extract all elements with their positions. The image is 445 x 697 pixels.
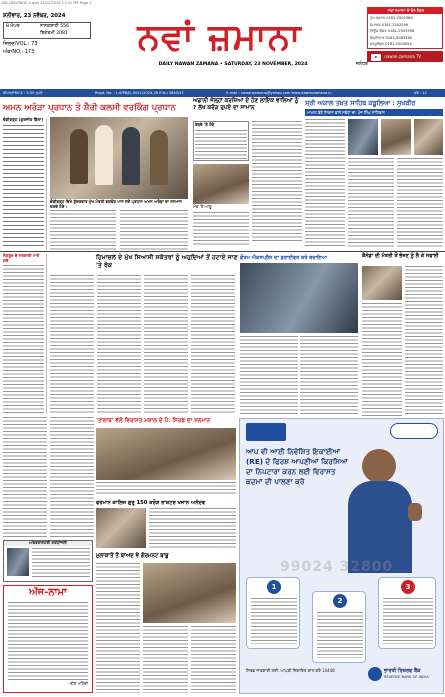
right-photo-3 bbox=[414, 119, 443, 155]
mid-body-2 bbox=[193, 212, 249, 247]
bikrami: ਬਿਕਰਮੀ 2081 bbox=[40, 31, 68, 36]
print-slug: ND-GEN-PAGE-1.qxd 11/22/2024 11:51 PM Page 1 bbox=[2, 1, 92, 5]
meeting-body-2 bbox=[143, 626, 188, 693]
third-headline-2: ਫਰਮਾਨ ਕਾਲਿਜ ਗੁਰੂ 150 ਕਰੋੜ ਰਾਸ਼ਟਰ ਖਜਾਨ ਅਨੰਦਵ bbox=[96, 500, 206, 506]
contact-title: 'ਨਵਾਂ ਜ਼ਮਾਨਾ' ਦੇ ਫੋਨ ਨੰਬਰ bbox=[368, 8, 443, 14]
lead-photo bbox=[50, 117, 188, 199]
step-2: 2 bbox=[333, 594, 347, 608]
aj-nama-sign: -ਤੀਸ਼ ਮਹਿੰਦੀ bbox=[68, 681, 88, 686]
third-caption bbox=[96, 482, 236, 496]
contact-line: ਮੁੱਖ ਦਫ਼ਤਰ 0181-2502589 bbox=[370, 16, 413, 20]
meeting-body-1 bbox=[96, 563, 140, 693]
meeting-headline: ਮੁਲਾਕਾਤੋਂ ਤੋਂ ਬਾਅਦ ਵੇਂ ਗੋਰਮਨਟ ਬਾਬੂ bbox=[96, 553, 169, 559]
second-body-1 bbox=[50, 275, 94, 415]
rule bbox=[0, 251, 445, 252]
aj-nama-title: ਅੱਜ-ਨਾਮਾ bbox=[29, 587, 67, 598]
tv-label: nawan zamana TV bbox=[384, 54, 422, 59]
ad-headline: ਆਪ ਵੀ ਆਈ ਨਿਵੇਸ਼ਿਤ ਇਕਾਈਆਂ (RE) ਦੇ ਫਿਰਸ਼ ਆਪਣੀਆਂ ਕਿਰਸਿਆਂ ਦਾ ਨਿਪਟਾਰਾ ਕਰਨ ਲਈ ਵਿਰਾਸਤ ਕਦਮਾਂ ਦੀ ਪਾਲਣਾ ਕਰੋ bbox=[246, 447, 348, 486]
thumbs-up-icon bbox=[408, 503, 422, 521]
train-body-2 bbox=[300, 336, 358, 416]
aj-nama-verse bbox=[8, 602, 88, 680]
email: E-mail : nawanzamana@yahoo.com www.nawanzamana.in bbox=[226, 91, 332, 95]
meeting-photo bbox=[143, 563, 236, 623]
masthead bbox=[0, 6, 445, 82]
canada-body-1 bbox=[405, 266, 443, 416]
step-3: 3 bbox=[401, 580, 415, 594]
third-photo bbox=[96, 428, 236, 480]
lead-body-3 bbox=[120, 210, 188, 250]
right-body-3 bbox=[397, 158, 443, 247]
lead-body-2 bbox=[50, 210, 116, 250]
rbi-name: ਭਾਰਤੀ ਰਿਜ਼ਰਵ ਬੈਂਕ bbox=[384, 668, 421, 674]
train-photo bbox=[240, 263, 358, 333]
lead-text-col bbox=[3, 118, 47, 250]
mid-body bbox=[252, 121, 302, 241]
dateline: DAILY NAWAN ZAMANA • SATURDAY, 23 NOVEMBER, 2024 bbox=[158, 62, 308, 67]
canada-photo bbox=[362, 266, 402, 300]
ad-steps bbox=[246, 577, 436, 665]
info-strip bbox=[0, 89, 445, 97]
watermark: 99024 32800 bbox=[280, 559, 394, 575]
mid-photo-caption: ਮੰਚ 'ਤੇ ਆਗੂ bbox=[193, 204, 212, 209]
contact-line: ਨਿਊਜ਼ ਡੈਸਕ 0181-2503398 bbox=[370, 29, 415, 34]
right-subhead: ਮਾਮਲਾ ਡੇਰੇ ਸਿਰਸਾ ਵਾਲੇ ਸਬੰਧਾਂ ਦਾ: ਪੰਜ ਸਿੰਘ ਸਾਹਿਬਾਨ bbox=[305, 109, 443, 116]
step-1: 1 bbox=[267, 580, 281, 594]
maghar: 8 ਮੱਘਰ bbox=[6, 24, 20, 29]
right-headline: ਸ੍ਰੀ ਅਕਾਲ ਤਖ਼ਤ ਸਾਹਿਬ ਕਬੂਲਿਆ : ਸੁਖਬੀਰ bbox=[305, 99, 416, 107]
registration: Regd. No. : L-6/PB/JL-0021/2024-26 R.N.I 3850/57 bbox=[95, 91, 184, 95]
mid-photo bbox=[193, 164, 249, 204]
canada-headline: ਕੈਨੇਡਾ ਦੀ ਮੰਤਰੀ ਤੋਂ ਭੇਜਣ ਨੂੰ ਲੈ ਕੇ ਸਫਾਈ bbox=[362, 253, 439, 259]
second-body-2 bbox=[97, 275, 141, 415]
lead-byline: ਚੰਡੀਗੜ੍ਹ (ਗੁਰਜੀਤ ਬਿੱਲਾ) bbox=[3, 117, 44, 122]
third-photo-2 bbox=[96, 508, 146, 548]
aj-nama-box bbox=[3, 585, 93, 693]
rbi-emblem-icon bbox=[368, 667, 382, 681]
lead-headline: ਅਮਨ ਅਰੋੜਾ ਪ੍ਰਧਾਨ ਤੇ ਸ਼ੈਰੀ ਕਲਸੀ ਵਰਕਿੰਗ ਪ੍ਰਧਾਨ bbox=[3, 103, 176, 113]
tv-banner bbox=[367, 51, 443, 62]
right-body-2 bbox=[348, 158, 394, 247]
pages: ਸਫੇ : 12 bbox=[414, 91, 427, 95]
right-photo-1 bbox=[348, 119, 378, 155]
youtube-icon bbox=[371, 54, 381, 61]
right-photo-2 bbox=[381, 119, 411, 155]
mid-box bbox=[193, 121, 249, 161]
rbi-advert bbox=[239, 418, 444, 694]
vol: ਜਿਲਦ/VOL.: 73 bbox=[3, 41, 38, 47]
tribute-head: ਅੰਤਰਰਾਸ਼ਟਰੀ ਸ਼ਰਧਾਂਜਲੀ bbox=[4, 541, 92, 546]
rbi-name-en: RESERVE BANK OF INDIA bbox=[384, 675, 429, 679]
second-body-3 bbox=[144, 275, 188, 415]
issue-no: ਅੰਕ/NO.: 173 bbox=[3, 49, 35, 55]
left-brief-col bbox=[3, 254, 47, 414]
city: ਜਲੰਧਰ bbox=[356, 62, 368, 67]
contact-line: ਇਸ਼ਤਿਹਾਰ 0181-5083365 bbox=[370, 35, 413, 40]
newspaper-title: ਨਵਾਂ ਜ਼ਮਾਨਾ bbox=[137, 17, 302, 58]
contact-box bbox=[367, 7, 443, 49]
second-body-4 bbox=[191, 275, 235, 415]
ad-badge-icon bbox=[390, 423, 438, 439]
canada-body-2 bbox=[362, 303, 402, 416]
contact-line: ਸੰਪਾਦਕ 0181-2502599 bbox=[370, 22, 409, 27]
third-body bbox=[149, 508, 236, 548]
price: ਕੀਮਤ/PRICE : 5.00 ਰੁਪਏ bbox=[3, 91, 43, 95]
date-pa: ਸ਼ਨੀਵਾਰ, 23 ਨਵੰਬਰ, 2024 bbox=[3, 13, 66, 19]
tribute-box bbox=[3, 540, 93, 582]
train-body-1 bbox=[240, 336, 298, 416]
ad-person-head bbox=[362, 449, 396, 483]
ad-footer-text: ਸਿਰਫ਼ ਜਾਣਕਾਰੀ ਲਈ: ਆਪਣੀ ਸ਼ਿਕਾਇਤ ਕਾਲ ਕਰੋ 14448 bbox=[246, 668, 335, 673]
mid-headline: ਅਡਾਨੀ ਜੇਲ੍ਹਾਂ ਕਰਜ਼ਿਆਂ ਦੇ ਹੋਣ ਲਾਇਕ ਵਾਲਿਆਂ ਨੂੰ ? ਲੱਖ ਕਰੋੜ ਰੁਪਏ ਦਾ ਸਾਮਾਨ bbox=[193, 98, 299, 111]
train-headline: ਗੌਤਮ ਐਕਸਪ੍ਰੈਸ ਦਾ ਡਰਾਈਵਰ ਕਰੇ ਬਚਾਇਆ bbox=[240, 255, 327, 261]
meeting-body-3 bbox=[191, 626, 236, 693]
right-body-1 bbox=[305, 119, 345, 247]
nanakshahi: ਨਾਨਕਸ਼ਾਹੀ 556 bbox=[40, 24, 69, 29]
left-body-2 bbox=[3, 417, 47, 537]
contact-list bbox=[370, 15, 442, 48]
contact-line: ਸਰਕੂਲੇਸ਼ਨ 0181-2504094 bbox=[370, 42, 412, 47]
lead-caption: ਚੰਡੀਗੜ੍ਹ ਵਿਖੇ ਸ਼ੁੱਕਰਵਾਰ ਮੁੱਖ ਮੰਤਰੀ ਭਗਵੰਤ ਮਾਨ ਨਵੇਂ ਪ੍ਰਧਾਨ ਅਮਨ ਅਰੋੜਾ ਦਾ ਸਨਮਾਨ ਕਰਦੇ ਹੋਏ। bbox=[50, 199, 182, 209]
second-headline: ਹਿਮਾਚਲ ਦੇ ਮੁੱਖ ਸਿਆਸੀ ਸਕੱਤਰਾਂ ਨੂੰ ਅਹੁਦਿਆਂ ਤੋਂ ਹਟਾਏ ਜਾਣ 'ਤੇ ਰੋਕ bbox=[96, 254, 238, 269]
brief-head: ਸੰਗਰੂਰ ਦੇ ਸਰਕਾਰੀ ਮਾਰੇ ਗਏ bbox=[3, 253, 40, 263]
left-body-3 bbox=[50, 417, 94, 537]
lead-body bbox=[3, 125, 44, 247]
third-headline: 'ਤਾਲਾਬ' ਵੱਲੋਂ ਵਿਰਾਸਤ ਮਸ਼ਾਲ ਦੇ ਪੈ. ਸਿਰਫ ਦਾ ਸਨਮਾਨ bbox=[96, 418, 211, 424]
mid-box-head: ਰੱਬਦੇ 'ਤੇ ਹੋਵੇ bbox=[195, 122, 215, 127]
calendar-box bbox=[3, 22, 91, 39]
ad-logo-icon bbox=[246, 423, 286, 441]
